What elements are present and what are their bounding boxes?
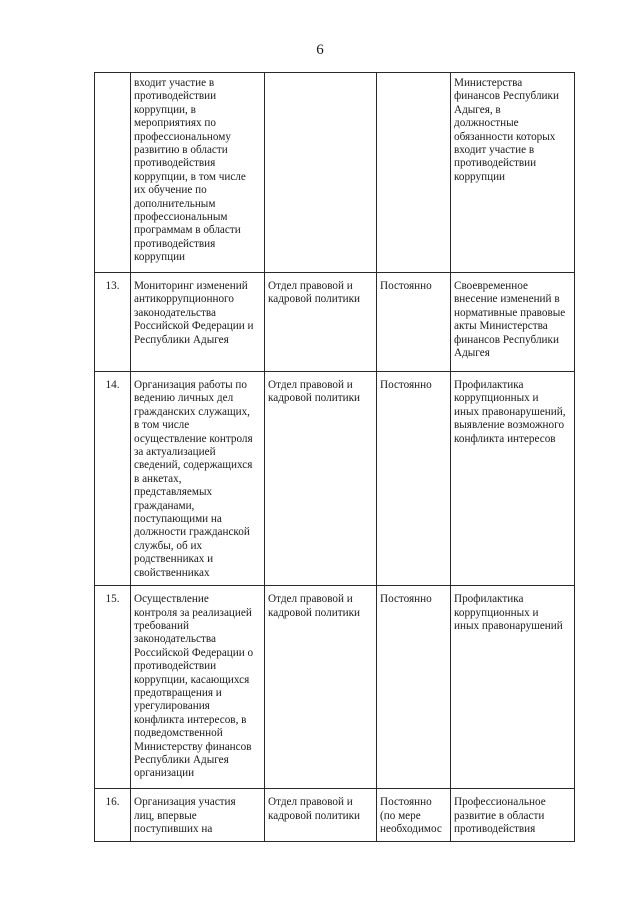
term-text: Постоянно xyxy=(380,379,432,391)
table-row xyxy=(95,273,575,372)
table-row xyxy=(95,73,575,273)
table-row xyxy=(95,372,575,586)
term-text: Постоянно xyxy=(380,593,432,606)
activity-text: Осуществление контроля за реализацией требований законодательства Российской Федерации о противодействии коррупции, касающихся предотвращения и урегулирования конфликта интересов, в подведомственной Министерству финансов Республики Адыгея организации xyxy=(134,593,254,780)
term-cell xyxy=(377,586,451,789)
result-text: Профилактика коррупционных и иных правонарушений xyxy=(454,593,563,632)
term-text: Постоянно (по мере необходимос xyxy=(380,796,442,835)
result-text: Профилактика коррупционных и иных правонарушений, выявление возможного конфликта интересов xyxy=(454,379,566,445)
result-cell xyxy=(451,73,575,273)
result-cell xyxy=(451,586,575,789)
department-text: Отдел правовой и кадровой политики xyxy=(268,593,360,619)
department-cell xyxy=(265,586,377,789)
term-cell xyxy=(377,789,451,842)
table-row xyxy=(95,789,575,842)
department-text: Отдел правовой и кадровой политики xyxy=(268,796,360,822)
activity-cell xyxy=(131,73,265,273)
row-number: 14. xyxy=(105,379,120,391)
department-text: Отдел правовой и кадровой политики xyxy=(268,280,360,306)
row-number-cell xyxy=(95,372,131,586)
department-text: Отдел правовой и кадровой политики xyxy=(268,379,360,405)
row-number: 16. xyxy=(105,796,120,809)
activity-cell xyxy=(131,789,265,842)
measures-table xyxy=(94,72,575,842)
activity-text: Мониторинг изменений антикоррупционного законодательства Российской Федерации и Республики Адыгея xyxy=(134,280,254,346)
department-cell xyxy=(265,372,377,586)
activity-text: Организация участия лиц, впервые поступивших на xyxy=(134,796,236,835)
result-text: Профессиональное развитие в области противодействия xyxy=(454,796,546,835)
department-cell xyxy=(265,789,377,842)
activity-cell xyxy=(131,273,265,372)
row-number: 15. xyxy=(105,593,120,606)
page-number: 6 xyxy=(316,42,324,58)
term-cell xyxy=(377,273,451,372)
department-cell xyxy=(265,73,377,273)
row-number-cell xyxy=(95,586,131,789)
result-cell xyxy=(451,273,575,372)
department-cell xyxy=(265,273,377,372)
table-row xyxy=(95,586,575,789)
activity-text: входит участие в противодействии коррупции, в мероприятиях по профессиональному развитию в области противодействия коррупции, в том числе их обучение по дополнительным профессиональным программам в области противодействия коррупции xyxy=(134,77,246,264)
term-cell xyxy=(377,73,451,273)
activity-cell xyxy=(131,586,265,789)
activity-cell xyxy=(131,372,265,586)
activity-text: Организация работы по ведению личных дел гражданских служащих, в том числе осуществление контроля за актуализацией сведений, содержащихся в анкетах, представляемых гражданами, поступающими на должности гражданской службы, об их родственниках и свойственниках xyxy=(134,379,253,579)
result-text: Своевременное внесение изменений в нормативные правовые акты Министерства финансов Республики Адыгея xyxy=(454,280,566,360)
row-number: 13. xyxy=(105,280,120,292)
term-cell xyxy=(377,372,451,586)
row-number-cell xyxy=(95,789,131,842)
row-number-cell xyxy=(95,273,131,372)
row-number-cell xyxy=(95,73,131,273)
result-cell xyxy=(451,372,575,586)
result-cell xyxy=(451,789,575,842)
term-text: Постоянно xyxy=(380,280,432,292)
result-text: Министерства финансов Республики Адыгея, в должностные обязанности которых входит участие в противодействии коррупции xyxy=(454,77,559,183)
